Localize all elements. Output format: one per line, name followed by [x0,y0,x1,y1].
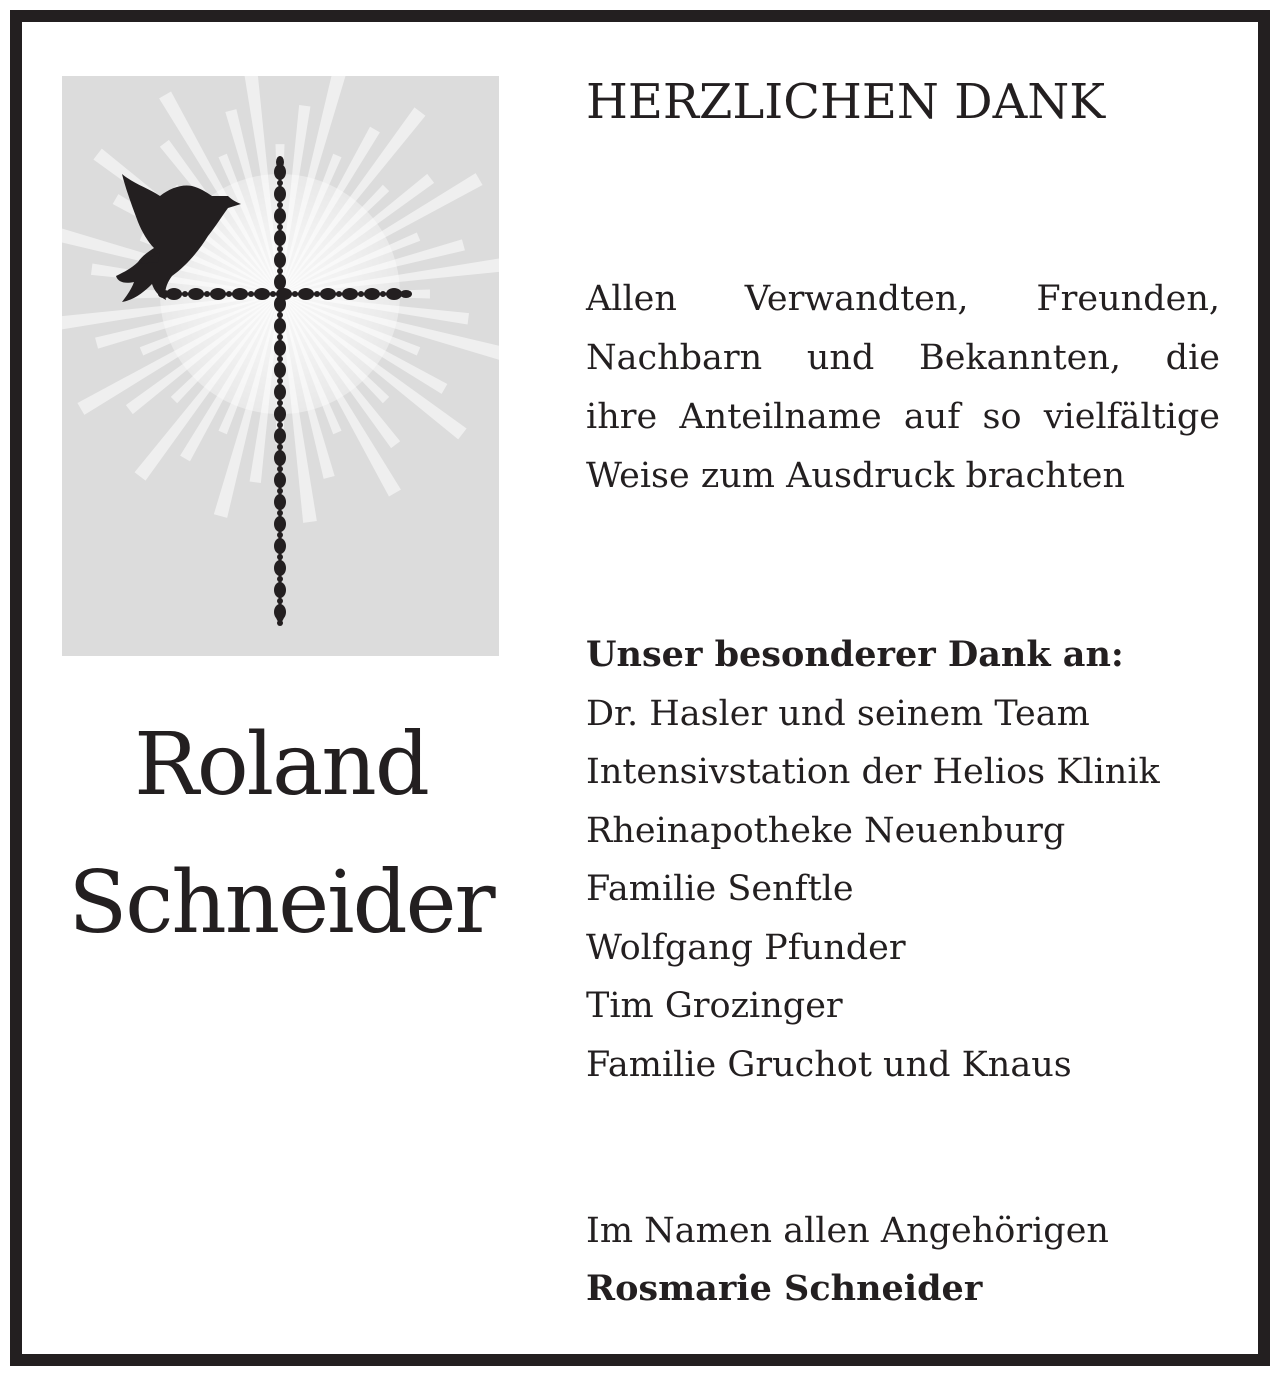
list-item: Familie Gruchot und Knaus [586,1044,1072,1085]
intro-text [586,270,1220,506]
left-column [62,76,500,972]
list-item: Tim Grozinger [586,986,843,1026]
intro-line: Weise zum Ausdruck brachten [586,456,1125,496]
intro-line: Allen Verwandten, Freunden, [586,279,1220,319]
thanks-list [586,685,1220,1095]
memorial-image [62,76,499,656]
deceased-last-name: Schneider [68,853,494,953]
list-item: Intensivstation der Helios Klinik [586,752,1160,792]
signer-name: Rosmarie Schneider [586,1268,983,1309]
closing [586,1202,1220,1318]
intro-line: Nachbarn und Bekannten, die [586,338,1220,378]
notice-frame [10,10,1270,1366]
list-item: Rheinapotheke Neuenburg [586,810,1066,851]
list-item: Wolfgang Pfunder [586,927,906,968]
list-item: Dr. Hasler und seinem Team [586,693,1090,734]
list-item: Familie Senftle [586,869,854,909]
notice-heading: HERZLICHEN DANK [586,74,1106,130]
right-column [586,74,1220,1318]
closing-line: Im Namen allen Angehörigen [586,1211,1109,1251]
intro-line: ihre Anteilname auf so vielfältige [586,397,1220,437]
deceased-name [62,696,500,972]
special-thanks-label: Unser besonderer Dank an: [586,634,1124,675]
deceased-first-name: Roland [134,715,428,815]
special-thanks [586,626,1220,1094]
